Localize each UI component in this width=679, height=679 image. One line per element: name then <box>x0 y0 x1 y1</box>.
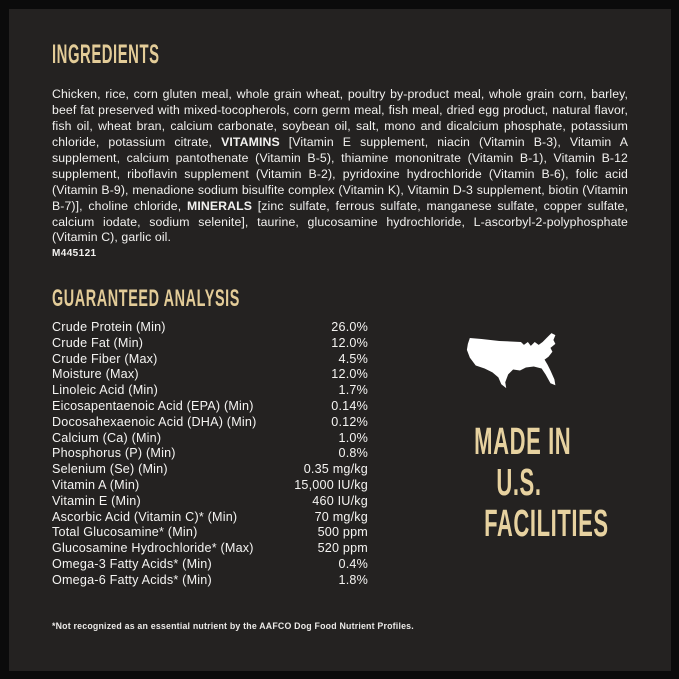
nutrient-label: Vitamin E (Min) <box>52 493 141 508</box>
table-row <box>52 573 368 589</box>
nutrient-label: Ascorbic Acid (Vitamin C)* (Min) <box>52 509 238 524</box>
made-in-line-3: FACILITIES <box>484 503 609 545</box>
ingredients-text-part-3: [zinc sulfate, ferrous sulfate, manganese sulfate, copper sulfate, calcium iodate, sodium selenite], taurine, glucosamine hydrochloride, L-ascorbyl-2-polyphosphate (Vitamin C), garlic oil. <box>52 198 629 245</box>
product-code: M445121 <box>52 248 97 259</box>
nutrient-value: 12.0% <box>331 335 368 350</box>
nutrient-label: Eicosapentaenoic Acid (EPA) (Min) <box>52 398 254 413</box>
table-row <box>52 431 368 447</box>
nutrient-value: 460 IU/kg <box>312 493 368 508</box>
nutrient-value: 0.35 mg/kg <box>303 462 368 477</box>
nutrient-label: Crude Protein (Min) <box>52 320 166 334</box>
table-row <box>52 320 368 336</box>
nutrient-value: 12.0% <box>331 367 368 382</box>
made-in-us-block <box>439 331 609 545</box>
table-row <box>52 352 368 368</box>
nutrient-value: 1.8% <box>338 572 368 587</box>
table-row <box>52 494 368 510</box>
nutrient-value: 1.0% <box>338 430 368 445</box>
nutrient-value: 500 ppm <box>317 525 368 540</box>
made-in-line-2: U.S. <box>496 462 542 504</box>
nutrient-label: Glucosamine Hydrochloride* (Max) <box>52 541 254 556</box>
vitamins-word: VITAMINS <box>221 135 280 150</box>
ingredients-paragraph <box>52 87 628 246</box>
table-row <box>52 525 368 541</box>
nutrient-label: Omega-3 Fatty Acids* (Min) <box>52 556 212 571</box>
table-row <box>52 510 368 526</box>
table-row <box>52 383 368 399</box>
nutrient-value: 70 mg/kg <box>314 509 368 524</box>
nutrient-label: Phosphorus (P) (Min) <box>52 446 176 461</box>
nutrient-label: Vitamin A (Min) <box>52 477 140 492</box>
nutrient-label: Linoleic Acid (Min) <box>52 383 158 398</box>
nutrient-label: Omega-6 Fatty Acids* (Min) <box>52 572 212 587</box>
nutrient-value: 0.8% <box>338 446 368 461</box>
table-row <box>52 415 368 431</box>
table-row <box>52 399 368 415</box>
guaranteed-analysis-title-text: GUARANTEED ANALYSIS <box>52 285 240 312</box>
ingredients-text-part-1: Chicken, rice, corn gluten meal, whole grain wheat, poultry by-product meal, whole grain corn, barley, beef fat preserved with mixed-tocopherols, corn germ meal, fish meal, dried egg product, natural flavor, fish oil, wheat bran, calcium carbonate, soybean oil, salt, mono and dicalcium phosphate, potassium chloride, potassium citrate, <box>52 87 628 150</box>
table-row <box>52 367 368 383</box>
nutrient-label: Crude Fat (Min) <box>52 335 144 350</box>
nutrient-value: 15,000 IU/kg <box>294 477 368 492</box>
nutrient-label: Total Glucosamine* (Min) <box>52 525 198 540</box>
nutrient-value: 4.5% <box>338 351 368 366</box>
nutrient-label: Moisture (Max) <box>52 367 139 382</box>
nutrient-value: 520 ppm <box>317 541 368 556</box>
usa-map-icon <box>460 331 578 406</box>
made-in-text <box>439 421 609 545</box>
nutrient-value: 1.7% <box>338 383 368 398</box>
guaranteed-analysis-title <box>52 287 365 311</box>
aafco-footnote: *Not recognized as an essential nutrient by the AAFCO Dog Food Nutrient Profiles. <box>52 621 414 631</box>
ingredients-text-part-2: [Vitamin E supplement, niacin (Vitamin B-3), Vitamin A supplement, calcium pantothenate (Vitamin B-5), thiamine mononitrate (Vitamin B-1), Vitamin B-12 supplement, riboflavin supplement (Vitamin B-2), pyridoxine hydrochloride (Vitamin B-6), folic acid (Vitamin B-9), menadione sodium bisulfite complex (Vitamin K), Vitamin D-3 supplement, biotin (Vitamin B-7)], choline chloride, <box>52 135 628 213</box>
nutrient-value: 0.12% <box>331 414 368 429</box>
nutrient-label: Crude Fiber (Max) <box>52 351 158 366</box>
guaranteed-analysis-table <box>52 320 368 589</box>
table-row <box>52 336 368 352</box>
nutrient-label: Calcium (Ca) (Min) <box>52 430 162 445</box>
table-row <box>52 478 368 494</box>
minerals-word: MINERALS <box>187 198 253 213</box>
table-row <box>52 446 368 462</box>
table-row <box>52 541 368 557</box>
nutrient-label: Docosahexaenoic Acid (DHA) (Min) <box>52 414 257 429</box>
table-row <box>52 462 368 478</box>
made-in-line-1: MADE IN <box>474 421 572 463</box>
ingredients-title <box>52 41 248 68</box>
nutrient-value: 0.14% <box>331 398 368 413</box>
nutrient-label: Selenium (Se) (Min) <box>52 462 168 477</box>
table-row <box>52 557 368 573</box>
nutrient-value: 0.4% <box>338 556 368 571</box>
ingredients-title-text: INGREDIENTS <box>52 39 160 69</box>
nutrient-value: 26.0% <box>331 320 368 334</box>
label-panel <box>9 9 671 671</box>
